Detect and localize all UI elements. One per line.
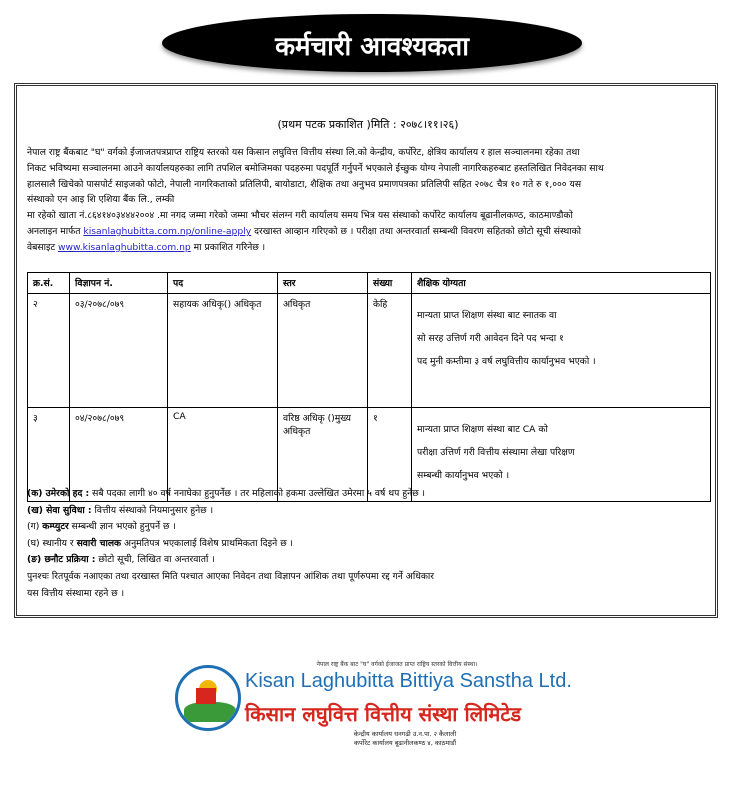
cell-sn: २ (28, 294, 70, 408)
table-header-row (28, 273, 711, 294)
intro-text: वेबसाइट (27, 241, 59, 253)
cell-qualification (412, 294, 711, 408)
qualification-line: सो सरह उत्तिर्ण गरी आवेदन दिने पद भन्दा १ (417, 333, 564, 344)
cell-sn: ३ (28, 408, 70, 502)
note-driving (27, 536, 711, 553)
online-apply-link[interactable]: kisanlaghubitta.com.np/online-apply (83, 225, 252, 237)
company-name-en: Kisan Laghubitta Bittiya Sanstha Ltd. (245, 670, 572, 692)
address-line: केन्द्रीय कार्यालय धनगढी उ.न.पा. २ कैलाली (353, 730, 457, 738)
title-banner (162, 14, 582, 72)
logo-tagline: नेपाल राष्ट्र बैंक बाट "घ" वर्गको ईजाजत प्राप्त राष्ट्रिय स्तरको वित्तीय संस्था। (316, 661, 478, 668)
qualification-line: मान्यता प्राप्त शिक्षण संस्था बाट CA को (417, 424, 548, 435)
note-computer (27, 519, 711, 536)
note-postscript: यस वित्तीय संस्थामा रहने छ । (27, 587, 125, 599)
intro-line (27, 224, 711, 240)
cell-post: सहायक अधिकृ() अधिकृत (168, 294, 278, 408)
qualification-line: परीक्षा उत्तिर्ण गरी वित्तीय संस्थामा लेखा परिक्षण (417, 447, 575, 458)
note-text: छोटो सूची, लिखित वा अन्तरवार्ता । (95, 554, 215, 566)
note-text: सम्बन्धी ज्ञान भएको हुनुपर्ने छ । (68, 521, 176, 533)
col-header-sn: क्र.सं. (28, 273, 70, 294)
col-header-ad-no: विज्ञापन नं. (70, 273, 168, 294)
field-icon (184, 702, 236, 722)
note-text: वित्तीय संस्थाको नियमानुसार हुनेछ । (91, 504, 214, 516)
company-address (285, 730, 525, 748)
col-header-level: स्तर (278, 273, 368, 294)
intro-text: मा प्रकाशित गरिनेछ । (190, 241, 266, 253)
address-line: कर्पोरेट कार्यालय बूढानीलकण्ठ ४, काठमाडौं (353, 739, 457, 747)
intro-line: हालसालै खिचेको पासपोर्ट साइजको फोटो, नेपाली नागरिकताको प्रतिलिपी, बायोडाटा, शैक्षिक तथा अनुभव प्रमाणपत्रका प्रतिलिपी सहित २०७८ चैत्र १० गते रु १,००० यस (27, 178, 582, 190)
note-text: (ग) (27, 521, 43, 533)
col-header-post: पद (168, 273, 278, 294)
note-label: (ङ) छनौट प्रक्रिया : (27, 554, 96, 566)
page-title: कर्मचारी आवश्यकता (275, 32, 469, 62)
cell-level: अधिकृत (278, 294, 368, 408)
notes-section (27, 486, 711, 602)
note-label: कम्प्युटर (42, 521, 69, 533)
note-benefits (27, 503, 711, 520)
vacancy-table (27, 272, 711, 502)
intro-text: दरखास्त आव्हान गरिएको छ । परीक्षा तथा अन्तरवार्ता सम्बन्धी विवरण सहितको छोटो सूची संस्थाको (251, 225, 582, 237)
intro-line: मा रहेको खाता नं.८६४१४०३४४४२००४ .मा नगद जम्मा गरेको जम्मा भौचर संलग्न गरी कार्यालय समय भित्र यस संस्थाको कर्पोरेट कार्यालय बूढानीलकण्ठ, काठमाण्डौको (27, 210, 573, 222)
col-header-count: संख्या (368, 273, 412, 294)
note-label: (ख) सेवा सुविधा : (27, 504, 92, 516)
col-header-qualification: शैक्षिक योग्यता (412, 273, 711, 294)
publication-date: (प्रथम पटक प्रकाशित )मिति : २०७८।११।२६) (277, 118, 459, 131)
company-name-np: किसान लघुवित्त वित्तीय संस्था लिमिटेड (245, 702, 522, 726)
qualification-line: पद मुनी कम्तीमा ३ वर्ष लघुवित्तीय कार्यानुभव भएको । (417, 356, 596, 367)
note-label: (क) उमेरको हद : (27, 488, 90, 499)
intro-text: अनलाइन मार्फत (27, 225, 84, 237)
note-text: (घ) स्थानीय र (27, 537, 77, 549)
note-text: सबै पदका लागी ४० वर्ष ननाघेका हुनुपर्नेछ । तर महिलाको हकमा उल्लेखित उमेरमा ५ वर्ष थप हुनेछ । (89, 488, 426, 499)
note-age-limit (27, 486, 711, 503)
house-icon (196, 688, 216, 704)
note-postscript: पुनश्चः रितपूर्वक नआएका तथा दरखास्त मिति पश्चात आएका निवेदन तथा विज्ञापन आंशिक तथा पूर्णरुपमा रद्द गर्ने अधिकार (27, 570, 435, 582)
company-logo-block (175, 660, 572, 780)
cell-count: १ (368, 408, 412, 502)
note-selection (27, 552, 711, 569)
table-row (28, 294, 711, 408)
cell-level: वरिष्ठ अधिकृ ()मुख्य अधिकृत (278, 408, 368, 502)
website-link[interactable]: www.kisanlaghubitta.com.np (58, 241, 191, 253)
note-text: अनुमतिपत्र भएकालाई विशेष प्राथमिकता दिइने छ । (121, 537, 294, 549)
intro-line: निकट भविष्यमा सञ्चालनमा आउने कार्यालयहरुका लागि तपशिल बमोजिमका पदहरुमा पदपूर्ति गर्नुपर्ने भएकाले ईच्छुक योग्य नेपाली नागरिकहरुबाट हस्तलिखित निवेदनका साथ (27, 162, 604, 174)
qualification-line: मान्यता प्राप्त शिक्षण संस्था बाट स्नातक वा (417, 310, 557, 321)
intro-line (27, 240, 711, 256)
cell-ad-no: ०४/२०७८/०७९ (70, 408, 168, 502)
cell-count: केहि (368, 294, 412, 408)
intro-line: नेपाल राष्ट्र बैंकबाट "घ" वर्गको ईजाजतपत्रप्राप्त राष्ट्रिय स्तरको यस किसान लघुवित्त वित्तीय संस्था लि.को केन्द्रीय, कर्पोरेट, क्षेत्रिय कार्यालय र हाल सञ्चालनमा रहेका तथा (27, 147, 580, 158)
qualification-line: सम्बन्धी कार्यानुभव भएको । (417, 470, 510, 481)
intro-line: संस्थाको एन आइ शि एशिया बैंक लि., लम्की (27, 194, 175, 206)
company-emblem-icon (175, 665, 241, 731)
cell-ad-no: ०३/२०७८/०७९ (70, 294, 168, 408)
cell-post: CA (168, 408, 278, 502)
intro-paragraph (27, 145, 711, 256)
note-label: सवारी चालक (76, 537, 122, 549)
